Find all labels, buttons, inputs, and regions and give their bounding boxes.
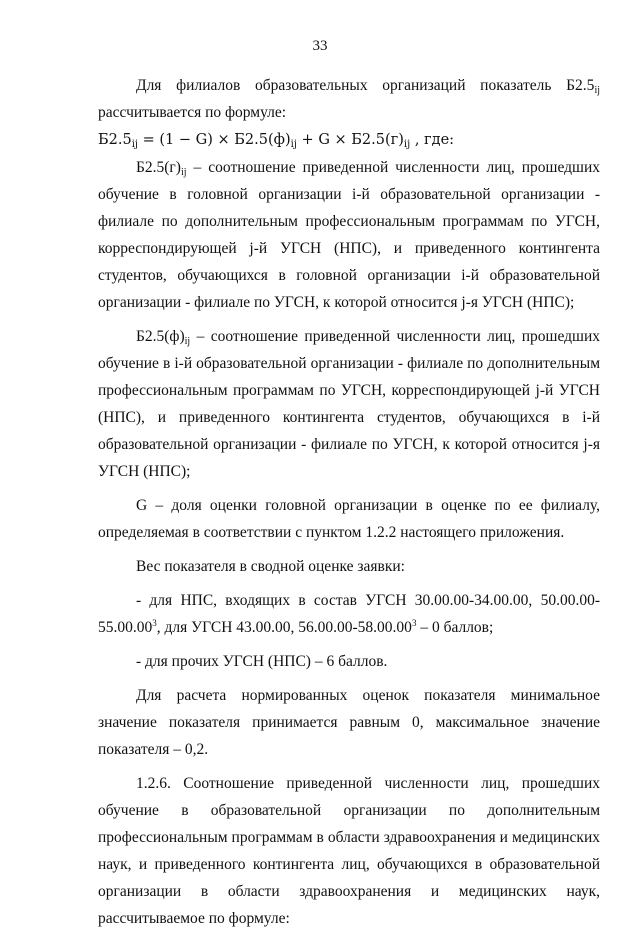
weight-text: , для УГСН 43.00.00, 56.00.00-58.00.00 <box>156 619 412 636</box>
weight-text: – 0 баллов; <box>416 619 494 636</box>
intro-subscript: ij <box>594 85 600 96</box>
definition-term: Б2.5(ф) <box>136 328 185 345</box>
definition-subscript: ij <box>180 167 187 178</box>
formula-b25 <box>98 126 600 154</box>
intro-paragraph <box>98 72 600 126</box>
formula-subscript: ij <box>131 139 139 150</box>
formula-part: , где: <box>410 132 455 148</box>
definition-head-org <box>98 154 600 316</box>
section-1-2-6: 1.2.6. Соотношение приведенной численности лиц, прошедших обучение в образовательной организации по дополнительным профессиональным программам в области здравоохранения и медицинских наук, и приведенного контингента лиц, обучающихся в образовательной организации в области здравоохранения и медицинских наук, рассчитываемое по формуле: <box>98 775 600 927</box>
page-number: 33 <box>312 38 328 54</box>
normalization-paragraph: Для расчета нормированных оценок показателя минимальное значение показателя принимается равным 0, максимальное значение показателя – 0,2. <box>98 687 600 758</box>
definition-branch <box>98 323 600 485</box>
weight-item-1 <box>98 587 600 641</box>
weight-title: Вес показателя в сводной оценке заявки: <box>136 558 405 575</box>
formula-part: + G × Б2.5(г) <box>296 132 404 148</box>
formula-part: = (1 − G) × Б2.5(ф) <box>138 132 291 148</box>
weight-item-2: - для прочих УГСН (НПС) – 6 баллов. <box>136 653 388 670</box>
weight-text: - для НПС, входящих в состав УГСН 30.00.00-34.00.00, 50.00.00-55.00.00 <box>98 592 600 636</box>
footnote-mark: 3 <box>411 618 417 628</box>
intro-rest: рассчитывается по формуле: <box>98 104 287 121</box>
intro-text: Для филиалов образовательных организаций показатель Б2.5 <box>136 77 595 94</box>
definition-subscript: ij <box>184 336 191 347</box>
definition-text: – соотношение приведенной численности лиц, прошедших обучение в головной организации i-й образовательной организации - филиале по дополнительным профессиональным программам по УГСН, корреспондирующей j-й УГСН (НПС), и приведенного контингента студентов, обучающихся в головной организации i-й образовательной организации - филиале по УГСН, к которой относится j-я УГСН (НПС); <box>98 159 600 311</box>
definition-term: Б2.5(г) <box>136 159 181 176</box>
definition-text: – соотношение приведенной численности лиц, прошедших обучение в i-й образовательной организации - филиале по дополнительным профессиональным программам по УГСН, корреспондирующей j-й УГСН (НПС), и приведенного контингента студентов, обучающихся в i-й образовательной организации - филиале по УГСН, к которой относится j-я УГСН (НПС); <box>98 328 600 480</box>
formula-subscript: ij <box>403 139 411 150</box>
page-body <box>98 72 600 932</box>
definition-g-share: G – доля оценки головной организации в оценке по ее филиалу, определяемая в соответствии с пунктом 1.2.2 настоящего приложения. <box>98 497 600 541</box>
formula-subscript: ij <box>290 139 297 150</box>
formula-part: Б2.5 <box>98 132 132 148</box>
footnote-mark: 3 <box>152 618 157 628</box>
